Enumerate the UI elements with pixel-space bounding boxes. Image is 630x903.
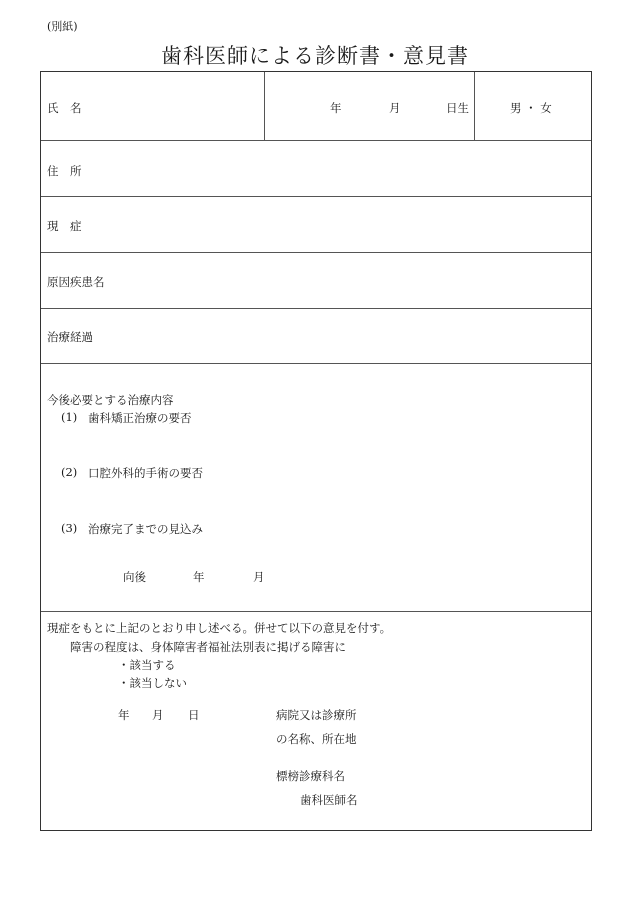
- page-title: 歯科医師による診断書・意見書: [161, 44, 469, 68]
- row-divider: [41, 308, 591, 309]
- diagnosis-form: [40, 71, 592, 831]
- disability-degree-text: 障害の程度は、身体障害者福祉法別表に掲げる障害に: [70, 640, 346, 654]
- hospital-label-line2: の名称、所在地: [276, 732, 357, 746]
- treatment-history-label: 治療経過: [47, 330, 93, 344]
- treatment-item-text: 口腔外科的手術の要否: [88, 466, 203, 480]
- row-divider: [41, 363, 591, 364]
- treatment-item-number: (1): [61, 410, 78, 424]
- outlook-prefix: 向後: [123, 570, 146, 584]
- date-year-label: 年: [118, 708, 130, 722]
- birth-year-label: 年: [330, 101, 342, 115]
- attachment-label: (別紙): [47, 20, 78, 33]
- outlook-year-label: 年: [193, 570, 205, 584]
- treatment-item-number: (2): [61, 465, 78, 479]
- cause-disease-label: 原因疾患名: [47, 275, 105, 289]
- dentist-name-label: 歯科医師名: [300, 793, 358, 807]
- row-divider: [41, 196, 591, 197]
- future-treatment-heading: 今後必要とする治療内容: [47, 393, 174, 407]
- opinion-statement: 現症をもとに上記のとおり申し述べる。併せて以下の意見を付す。: [47, 621, 392, 635]
- gender-cell-divider: [474, 72, 475, 140]
- name-cell-divider: [264, 72, 265, 140]
- address-label: 住 所: [47, 164, 82, 178]
- row-divider: [41, 140, 591, 141]
- date-month-label: 月: [152, 708, 164, 722]
- row-divider: [41, 252, 591, 253]
- option-applicable: ・該当する: [118, 658, 176, 672]
- treatment-item-text: 治療完了までの見込み: [88, 522, 203, 536]
- birth-month-label: 月: [389, 101, 401, 115]
- treatment-item-number: (3): [61, 521, 78, 535]
- option-not-applicable: ・該当しない: [118, 676, 187, 690]
- birth-day-label: 日生: [446, 101, 469, 115]
- treatment-item-text: 歯科矯正治療の要否: [88, 411, 192, 425]
- outlook-month-label: 月: [253, 570, 265, 584]
- symptom-label: 現 症: [47, 219, 82, 233]
- date-day-label: 日: [188, 708, 200, 722]
- name-label: 氏 名: [47, 101, 82, 115]
- row-divider: [41, 611, 591, 612]
- hospital-label-line1: 病院又は診療所: [276, 708, 357, 722]
- gender-choice: 男 ・ 女: [510, 101, 552, 115]
- department-label: 標榜診療科名: [276, 769, 345, 783]
